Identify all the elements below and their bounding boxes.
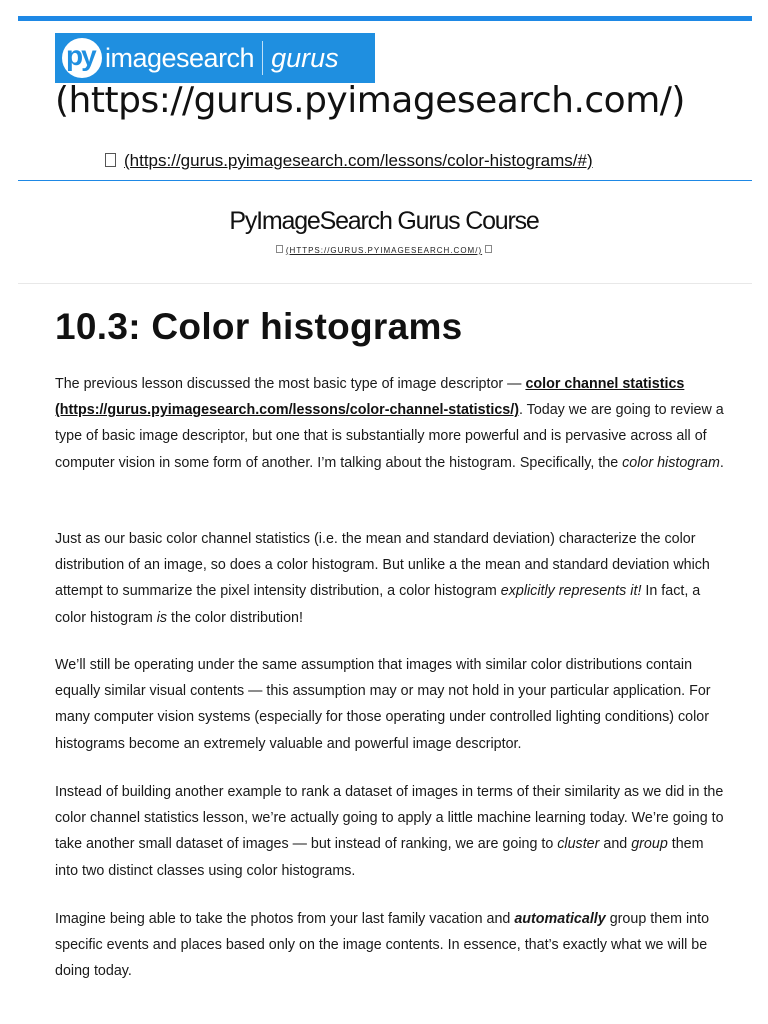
paragraph-4: Instead of building another example to rank a dataset of images in terms of their similarity as we did in the color channel statistics lesson, we’re actually going to apply a little machine learning today. We’re going to take another small dataset of images — but instead of ranking, we are going to cluster and group them into two distinct classes using color histograms.: [55, 784, 724, 879]
top-rule: [18, 16, 752, 21]
course-title: PyImageSearch Gurus Course: [229, 207, 539, 235]
paragraph-5: Imagine being able to take the photos from your last family vacation and automatically group them into specific events and places based only on the image contents. In essence, that’s exactly what we will be doing today.: [55, 911, 710, 980]
course-url-text[interactable]: (HTTPS://GURUS.PYIMAGESEARCH.COM/): [285, 246, 483, 255]
paragraph-2: Just as our basic color channel statistics (i.e. the mean and standard deviation) characterize the color distribution of an image, so does a color histogram. But unlike a the mean and standard deviation which attempt to summarize the pixel intensity distribution, a color histogram explicitly represents it! In fact, a color histogram is the color distribution!: [55, 531, 710, 626]
paragraph-3: We’ll still be operating under the same assumption that images with similar color distributions contain equally similar visual contents — this assumption may or may not hold in your particular application. For many computer vision systems (especially for those operating under controlled lighting conditions) color histograms become an extremely valuable and powerful image descriptor.: [55, 657, 711, 752]
lesson-link[interactable]: [105, 151, 593, 171]
content-divider: [18, 283, 752, 284]
logo-mark-icon: [62, 38, 102, 78]
header-divider: [18, 180, 752, 181]
menu-toggle-icon[interactable]: [105, 153, 116, 167]
lesson-link-text: (https://gurus.pyimagesearch.com/lessons/color-histograms/#): [124, 151, 593, 170]
logo-subtext: gurus: [271, 42, 339, 73]
course-home-link[interactable]: [0, 245, 768, 255]
logo-separator: [262, 41, 263, 75]
search-icon[interactable]: [485, 245, 492, 253]
logo-mark-text: py: [66, 40, 95, 71]
home-url-link[interactable]: (https://gurus.pyimagesearch.com/): [55, 80, 685, 121]
page-title: 10.3: Color histograms: [55, 306, 463, 347]
color-channel-statistics-link[interactable]: color channel statistics (https://gurus.pyimagesearch.com/lessons/color-channel-statistics/): [55, 376, 685, 419]
paragraph-1: The previous lesson discussed the most basic type of image descriptor — color channel statistics (https://gurus.pyimagesearch.com/lessons/color-channel-statistics/). Today we are going to review a type of basic image descriptor, but one that is substantially more powerful and is pervasive across all of computer vision in some form of another. I’m talking about the histogram. Specifically, the color histogram.: [55, 376, 724, 471]
home-icon: [276, 245, 283, 253]
logo-text: imagesearch: [105, 42, 255, 73]
pyimagesearch-gurus-logo[interactable]: [55, 33, 375, 83]
